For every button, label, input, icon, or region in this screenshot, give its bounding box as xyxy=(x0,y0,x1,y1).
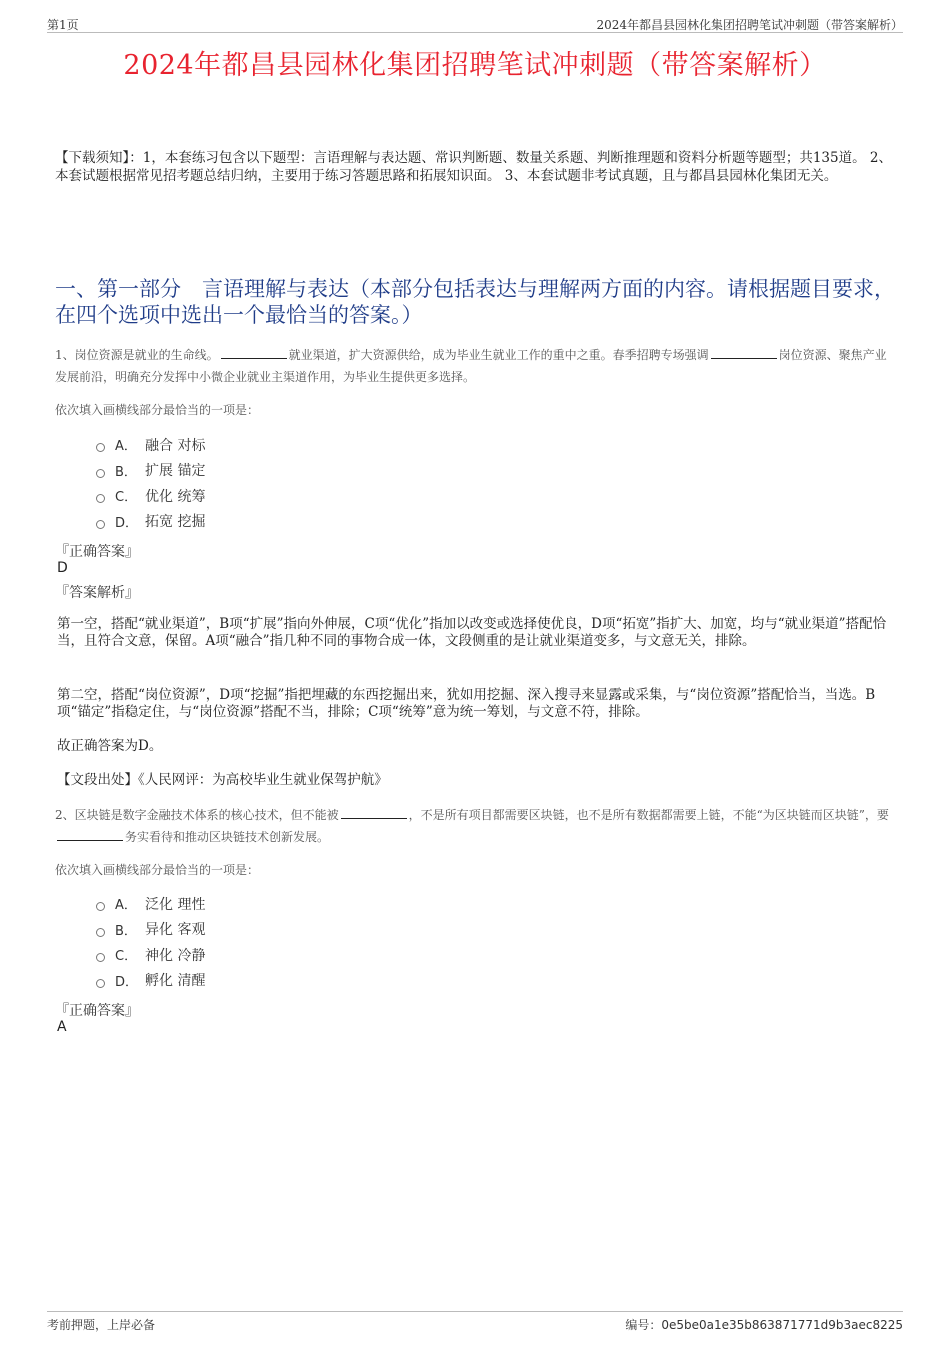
correct-answer: D xyxy=(57,560,68,576)
analysis-paragraph: 第一空，搭配“就业渠道”，B项“扩展”指向外伸展，C项“优化”指加以改变或选择使优良，D项“拓宽”指扩大、加宽，均与“就业渠道”搭配恰当，且符合文意，保留。A项“融合”指几种不同的事物合成一体，文段侧重的是让就业渠道变多，与文意无关，排除。 xyxy=(57,616,887,649)
header-doc-title: 2024年都昌县园林化集团招聘笔试冲刺题（带答案解析） xyxy=(596,18,903,32)
fill-blank xyxy=(711,346,777,359)
option-d[interactable]: D． 拓宽 挖掘 xyxy=(96,509,205,535)
radio-icon[interactable] xyxy=(96,902,105,911)
option-a[interactable]: A． 融合 对标 xyxy=(96,432,205,458)
analysis-conclusion: 故正确答案为D。 xyxy=(57,738,163,754)
document-title: 2024年都昌县园林化集团招聘笔试冲刺题（带答案解析） xyxy=(123,50,827,81)
radio-icon[interactable] xyxy=(96,520,105,529)
question-2-options xyxy=(96,891,205,993)
footer-serial: 编号：0e5be0a1e35b863871771d9b3aec8225 xyxy=(625,1318,903,1332)
radio-icon[interactable] xyxy=(96,928,105,937)
footer-slogan: 考前押题，上岸必备 xyxy=(47,1318,156,1332)
fill-blank xyxy=(221,346,287,359)
question-1-stem: 1、岗位资源是就业的生命线。 就业渠道，扩大资源供给，成为毕业生就业工作的重中之重。春季招聘专场强调 岗位资源、聚焦产业发展前沿，明确充分发挥中小微企业就业主渠道作用，为毕业生提供更多选择。 xyxy=(55,348,887,384)
answer-label: 『正确答案』 xyxy=(55,1003,139,1019)
option-c[interactable]: C． 神化 冷静 xyxy=(96,942,205,968)
answer-label: 『正确答案』 xyxy=(55,544,139,560)
page-footer xyxy=(47,1311,903,1332)
correct-answer: A xyxy=(57,1019,67,1035)
page-header xyxy=(47,14,903,33)
option-d[interactable]: D． 孵化 清醒 xyxy=(96,968,205,994)
radio-icon[interactable] xyxy=(96,979,105,988)
fill-blank xyxy=(341,806,407,819)
option-b[interactable]: B． 扩展 锚定 xyxy=(96,458,205,484)
fill-blank xyxy=(57,828,123,841)
question-2-stem: 2、区块链是数字金融技术体系的核心技术，但不能被 ，不是所有项目都需要区块链，也不是所有数据都需要上链，不能“为区块链而区块链”，要务实看待和推动区块链技术创新发展。 xyxy=(55,808,889,844)
passage-source: 【文段出处】《人民网评：为高校毕业生就业保驾护航》 xyxy=(57,772,388,788)
radio-icon[interactable] xyxy=(96,953,105,962)
radio-icon[interactable] xyxy=(96,494,105,503)
radio-icon[interactable] xyxy=(96,443,105,452)
page-number: 第1页 xyxy=(47,18,79,32)
option-a[interactable]: A． 泛化 理性 xyxy=(96,891,205,917)
option-c[interactable]: C． 优化 统筹 xyxy=(96,483,205,509)
radio-icon[interactable] xyxy=(96,469,105,478)
question-1-prompt: 依次填入画横线部分最恰当的一项是： xyxy=(55,403,260,417)
option-b[interactable]: B． 异化 客观 xyxy=(96,917,205,943)
analysis-paragraph: 第二空，搭配“岗位资源”，D项“挖掘”指把埋藏的东西挖掘出来，犹如用挖掘、深入搜寻来显露或采集，与“岗位资源”搭配恰当，当选。B项“锚定”指稳定住，与“岗位资源”搭配不当，排除；C项“统筹”意为统一筹划，与文意不符，排除。 xyxy=(57,687,876,720)
section-heading: 一、第一部分 言语理解与表达（本部分包括表达与理解两方面的内容。请根据题目要求，在四个选项中选出一个最恰当的答案。） xyxy=(55,277,895,327)
analysis-label: 『答案解析』 xyxy=(55,585,139,601)
download-notice: 【下载须知】：1，本套练习包含以下题型：言语理解与表达题、常识判断题、数量关系题、判断推理题和资料分析题等题型；共135道。 2、本套试题根据常见招考题总结归纳，主要用于练习答题思路和拓展知识面。 3、本套试题非考试真题，且与都昌县园林化集团无关。 xyxy=(55,150,892,184)
question-1-options xyxy=(96,432,205,534)
question-2-prompt: 依次填入画横线部分最恰当的一项是： xyxy=(55,863,260,877)
